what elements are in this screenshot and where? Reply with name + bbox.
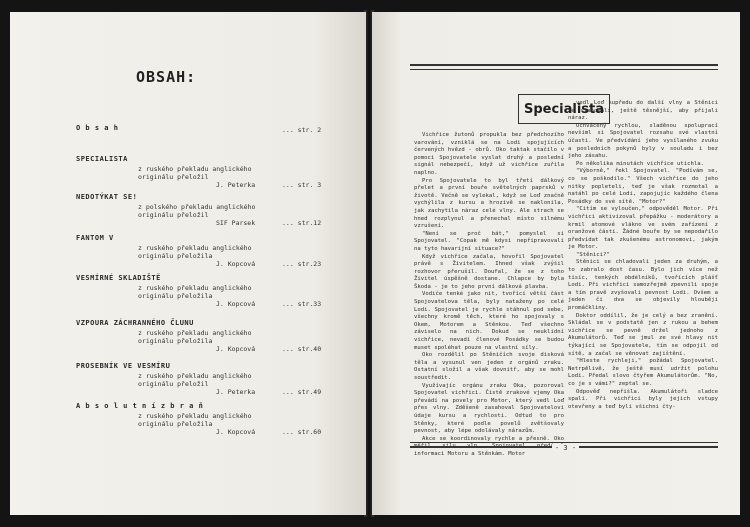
paragraph: Využívajíc orgánu zraku Oka, pozoroval Spojovatel vichřici. Čistě zrakové vjemy Oka převádí na povely pro Motor, který vedl Loď přes vlny. Zděšeně zasahoval Spojovatelovi údaje kursu a rychlosti. Odtud to pro Stěnky, které podle povelů zvětšovaly pevnost, aby lépe odolávaly nárazům. [414, 382, 564, 435]
toc-entry-description: z ruského překladu anglického originálu přeložil [138, 372, 252, 388]
chapter-title: Specialista [518, 94, 610, 124]
toc-entry-description: z ruského překladu anglického originálu přeložila [138, 284, 252, 300]
toc-entry-translator: SIF Parsek [216, 219, 256, 227]
toc-entry-page: ... str.33 [282, 300, 322, 308]
paragraph: "Stěnici?" [576, 251, 610, 258]
toc-entry-page: ... str.60 [282, 428, 322, 436]
paragraph: Pro Spojovatele to byl třetí dálkový přelet a první bouře světelných paprsků v životě. Večně se vylekal, když se Loď značně vychýlila z kursu a hrozivě se naklonila, jak zachytila náraz celé vlny. Ale strach se hned rozplynul a přenechal místo silnému vzrušení. [414, 177, 564, 230]
toc-entry-translator: J. Kopcová [216, 345, 256, 353]
top-rule-thin [410, 69, 718, 70]
paragraph: Doktor oddílil, že je celý a bez zranění. Skládal se v podstatě jen z rukou a behem vichřice se pevně držel jednoho z Akumulátorů. Teď se jmul ze své hlavy nit týkající se Spojovatele, tím se odpojil od sítě, a začal se věnovat zajištění. [568, 312, 718, 357]
toc-entry-page: ... str. 2 [282, 126, 322, 134]
paragraph: Akce se koordinovaly rychle a přesně. Oko informaci Motoru a Stěnkám. Motor [414, 435, 564, 457]
paragraph: Po několika minutách vichřice utichla. [576, 160, 704, 167]
left-page [10, 12, 366, 515]
toc-entry-translator: J. Kopcová [216, 428, 256, 436]
toc-entry-translator: J. Kopcová [216, 300, 256, 308]
paragraph: Odpověď nepřišla. Akumulátoři sladce spali. Při vichřici byly jejich vstupy otevřeny a teď byli všichni čty- [568, 388, 718, 410]
toc-entry-description: z ruského překladu anglického originálu přeložila [138, 329, 252, 345]
toc-entry-page: ... str. 3 [282, 181, 322, 189]
toc-entry-page: ... str.23 [282, 260, 322, 268]
text-column-right [568, 100, 718, 411]
paragraph: Oko rozdělil po Stěničích svoje disková těla a vysunul ven jeden z orgánů zraku. Ostatní složil a však dovnitř, aby se mohl soustředit. [414, 352, 564, 381]
toc-entry-page: ... str.49 [282, 388, 322, 396]
toc-entry [10, 402, 366, 452]
paragraph: vedl Loď kupředu do další vlny a Stěnici se stahovali, ještě těsnější, aby přijali náraz. [568, 100, 718, 122]
bottom-rule-thin [410, 442, 718, 443]
toc-entry-translator: J. Kopcová [216, 260, 256, 268]
paragraph: "Výborně," řekl Spojovatel. "Podívám se, co se poškodilo." Všech vichřice do jeho nitky popleteli, teď je však rozmotal a natáhl po celé Lodi, zapojujíc každého člena Posádky do své sítě. "Motor?" [568, 168, 718, 205]
paragraph: Uchvácený rychlou, sladěnou spoluprací nevšiml si Spojovatel rozsahu své vlastní účasti. Ve předvídání jeho vysílaného zvuku a posledních pokynů byly v souladu i bez jeho zásahu. [568, 122, 718, 160]
toc-entry-heading: O b s a h [76, 124, 119, 132]
paragraph: Když vichřice začala, hovořil Spojovatel právě s Živitelem. Ihned však zvýšil rozhovor přerušil. Doufal, že se z toho Živitel úspěšně dostane. Chlapce by byla Škoda - je to jeho první dálková plavba. [414, 253, 564, 290]
toc-entry-page: ... str.40 [282, 345, 322, 353]
paragraph: Stěnici se chladovali jeden za druhým, a to zabralo dost času. Bylo jich více než tisíc, tenkých obdélníků, tvořících plášť Lodi. Při vichřici samozřejmě zpevnili spoje a tím pravě zvyšovali pevnost Lodi. Ovšem a jeden či dva se objevily hlouběji promáčkliny. [568, 259, 718, 312]
toc-entry-description: z ruského překladu anglického originálu přeložila [138, 412, 252, 428]
toc-entry-description: z ruského překladu anglického originálu přeložil [138, 165, 252, 181]
page-number: - 3 - [552, 444, 579, 452]
toc-entry-heading: A b s o l u t n í z b r a ň [76, 402, 204, 410]
paragraph: Vichřice žutonů propukla bez předchozího varování, vzniklá se na Lodi spojujících červených hvězd - obrů. Oko taktak stačilo v pomoci Spojovatele vyslat druhý a poslední signál nebezpečí, když už vichřice zuřila naplno. [414, 132, 564, 176]
top-rule [410, 64, 718, 66]
paragraph: "Není se proč bát," pomyslel si Spojovatel. "Copak mě kdysi nepřipravovali na tyto havarijní situace?" [414, 230, 564, 252]
toc-entry-description: z polského překladu anglického originálu přeložil [138, 203, 256, 219]
toc-entry-heading: VESMÍRNÉ SKLADIŠTĚ [76, 274, 161, 282]
paragraph: "Citím se vyloučen," odpověděl Motor. Při vichřici aktivizoval přepážku - moderátory a krmil atomové vlákno ve svém zařízení z oranžové části. Žádné bouře by se nepodařilo předvídat tak zkušenému astronomovi, jakým je Motor. [568, 206, 718, 251]
paragraph: Vodiče tenké jako nit, tvořící větší část Spojovatelova těla, byly nataženy po celé Lodi. Spojovatel je rychle stáhnul pod sebe, všechny kromě těch, které ho spojovaly s Okem, Motorem a Stěnkou. Teď všechno záviselo na nich. Dokud se neuklidní vichřice, nevadí členové Posádky se budou muset spoléhat pouze na vlastní síly. [414, 291, 564, 351]
toc-entry-heading: FANTOM V [76, 234, 114, 242]
toc-entry-translator: J. Peterka [216, 388, 256, 396]
toc-entry-heading: PROSEBNÍK VE VESMÍRU [76, 362, 171, 370]
toc-entry-translator: J. Peterka [216, 181, 256, 189]
toc-entry [10, 274, 366, 324]
toc-entry-heading: VZPOURA ZÁCHRANNÉHO ČLUNU [76, 319, 194, 327]
paragraph: "Hleste rychleji," požádal Spojovatel. Netrpělivě, že ještě musí udržit polohu Lodi. Předal slovo čtyřem Akumulátorům. "No, co je s vámi?" zeptal se. [568, 358, 718, 387]
toc-entry-heading: SPECIALISTA [76, 155, 128, 163]
toc-entry-description: z ruského překladu anglického originálu přeložila [138, 244, 252, 260]
toc-entry-page: ... str.12 [282, 219, 322, 227]
right-page [372, 12, 740, 515]
toc-entry-heading: NEDOTÝKAT SE! [76, 193, 138, 201]
text-column-left [414, 132, 564, 459]
toc-title: OBSAH: [136, 68, 197, 86]
